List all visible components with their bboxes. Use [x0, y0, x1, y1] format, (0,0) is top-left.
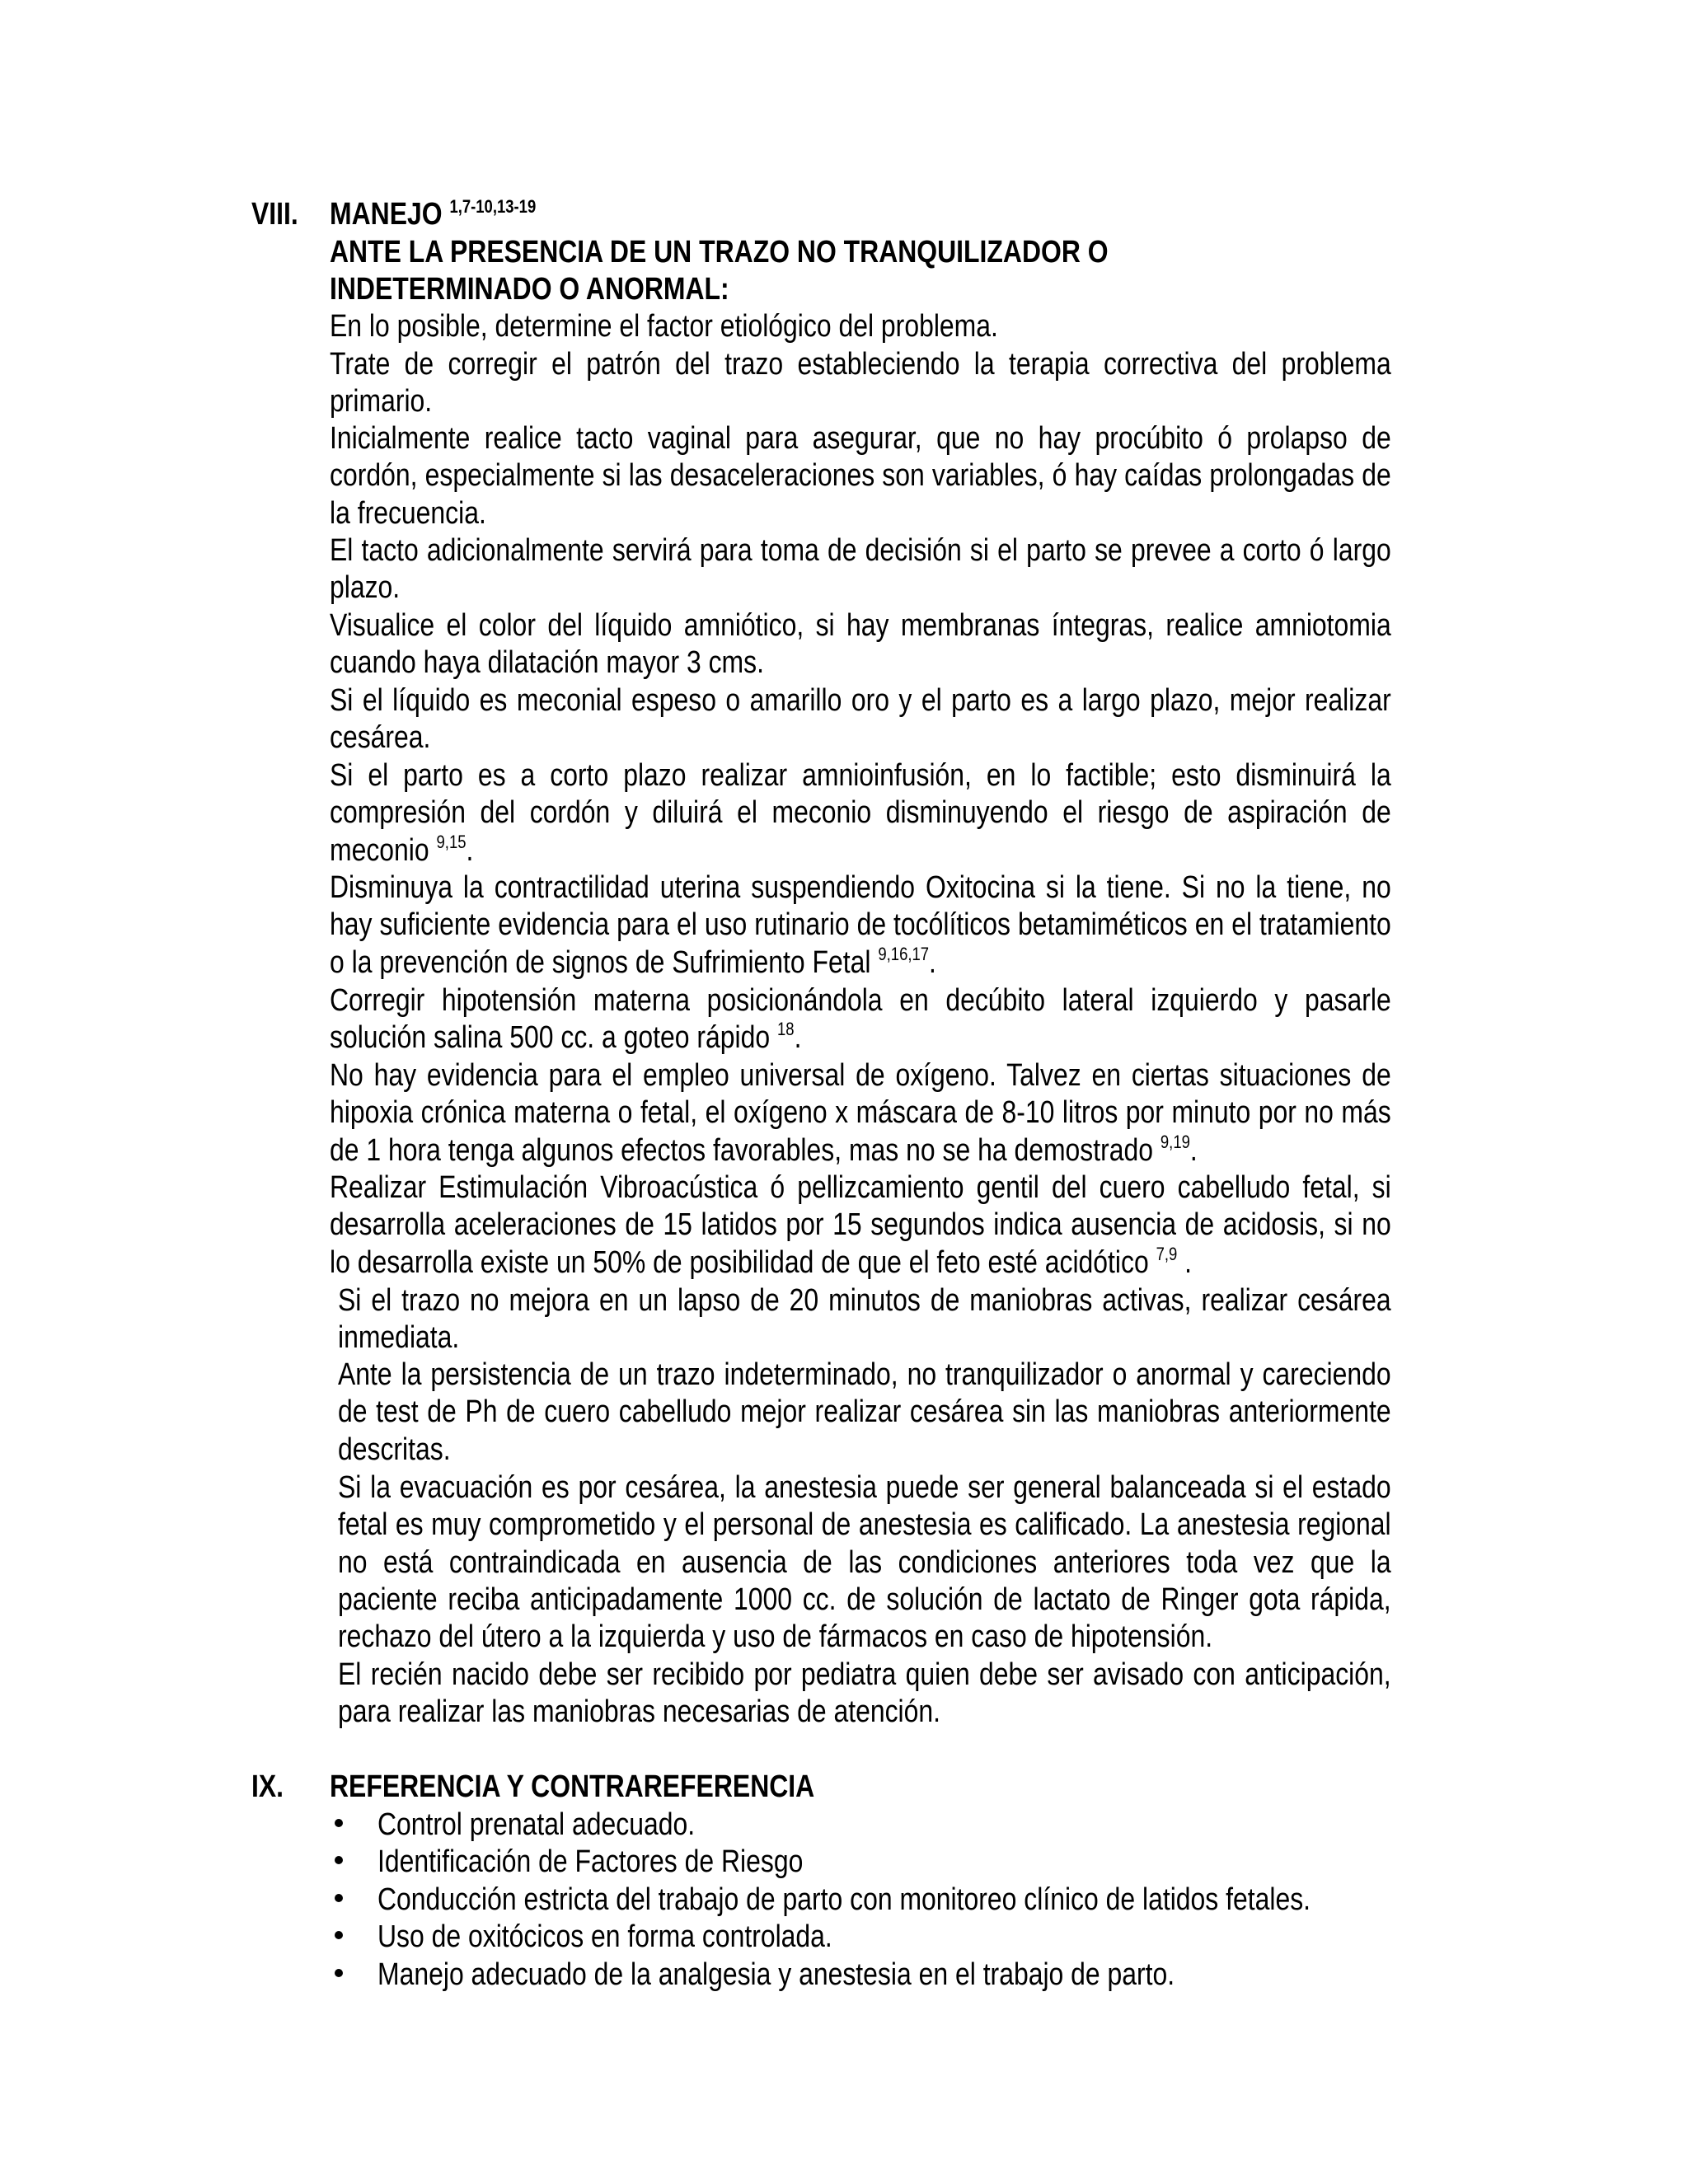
bullet-icon — [335, 1856, 343, 1864]
paragraph: El recién nacido debe ser recibido por pediatra quien debe ser avisado con anticipación, para realizar las maniobras necesarias de atención. — [338, 1657, 1391, 1730]
section-ix-number: IX. — [251, 1769, 284, 1804]
paragraph: Ante la persistencia de un trazo indeterminado, no tranquilizador o anormal y careciendo de test de Ph de cuero cabelludo mejor realizar cesárea sin las maniobras anteriormente descritas. — [338, 1357, 1391, 1467]
paragraph: El tacto adicionalmente servirá para toma de decisión si el parto se prevee a corto ó largo plazo. — [330, 533, 1391, 606]
paragraph: Si la evacuación es por cesárea, la anestesia puede ser general balanceada si el estado fetal es muy comprometido y el personal de anestesia es calificado. La anestesia regional no está contraindicada en ausencia de las condiciones anteriores toda vez que la paciente reciba anticipadamente 1000 cc. de solución de lactato de Ringer gota rápida, rechazo del útero a la izquierda y uso de fármacos en caso de hipotensión. — [338, 1470, 1391, 1655]
paragraph: Visualice el color del líquido amniótico, si hay membranas íntegras, realice amniotomia cuando haya dilatación mayor 3 cms. — [330, 608, 1391, 681]
paragraph: Inicialmente realice tacto vaginal para asegurar, que no hay procúbito ó prolapso de cordón, especialmente si las desaceleraciones son variables, ó hay caídas prolongadas de la frecuencia. — [330, 421, 1391, 531]
paragraph: Corregir hipotensión materna posicionándola en decúbito lateral izquierdo y pasarle solución salina 500 cc. a goteo rápido $^{18}$. — [330, 983, 1391, 1056]
paragraph: No hay evidencia para el empleo universal de oxígeno. Talvez en ciertas situaciones de hipoxia crónica materna o fetal, el oxígeno x máscara de 8-10 litros por minuto por no más de 1 hora tenga algunos efectos favorables, mas no se ha demostrado $^{9,19}$. — [330, 1058, 1391, 1168]
paragraph: Si el parto es a corto plazo realizar amnioinfusión, en lo factible; esto disminuirá la compresión del cordón y diluirá el meconio disminuyendo el riesgo de aspiración de meconio $^{9,15}$. — [330, 758, 1391, 868]
bullet-icon — [335, 1931, 343, 1939]
section-viii-subtitle: ANTE LA PRESENCIA DE UN TRAZO NO TRANQUILIZADOR O INDETERMINADO O ANORMAL: — [330, 235, 1109, 307]
section-viii-title — [330, 196, 1271, 233]
bullet-icon — [335, 1969, 343, 1977]
paragraph: Trate de corregir el patrón del trazo estableciendo la terapia correctiva del problema primario. — [330, 347, 1391, 419]
paragraph: Disminuya la contractilidad uterina suspendiendo Oxitocina si la tiene. Si no la tiene, no hay suficiente evidencia para el uso rutinario de tocólíticos betamiméticos en el tratamiento o la prevención de signos de Sufrimiento Fetal $^{9,16,17}$. — [330, 870, 1391, 980]
paragraph: Si el trazo no mejora en un lapso de 20 minutos de maniobras activas, realizar cesárea inmediata. — [338, 1283, 1391, 1356]
paragraph: Realizar Estimulación Vibroacústica ó pellizcamiento gentil del cuero cabelludo fetal, si desarrolla aceleraciones de 15 latidos por 15 segundos indica ausencia de acidosis, si no lo desarrolla existe un 50% de posibilidad de que el feto esté acidótico $^{7,9}$ . — [330, 1170, 1391, 1280]
bullet-icon — [335, 1894, 343, 1902]
paragraph: Si el líquido es meconial espeso o amarillo oro y el parto es a largo plazo, mejor realizar cesárea. — [330, 683, 1391, 756]
section-viii-refs: 1,7-10,13-19 — [449, 196, 537, 217]
paragraph: En lo posible, determine el factor etiológico del problema. — [330, 309, 998, 344]
section-viii-title-text: MANEJO — [330, 197, 443, 232]
section-viii-number: VIII. — [251, 197, 298, 232]
document-page: VIII. MANEJO $^{1,7-10,13-19}$ ANTE LA PRESENCIA DE UN TRAZO NO TRANQUILIZADOR O INDETERMINADO O ANORMAL: En lo posible, determine el factor etiológico del problema. Trate de corregir el patrón del trazo estableciendo la terapia correctiva del problema primario. Inicialmente realice tacto vaginal para asegurar, que no hay procúbito ó prolapso de cordón, especialmente si las desaceleraciones son variables, ó hay caídas prolongadas de la frecuencia. El tacto adicionalmente servirá para toma de decisión si el parto se prevee a corto ó largo plazo. Visualice el color del líquido amniótico, si hay membranas íntegras, realice amniotomia cuando haya dilatación mayor 3 cms. Si el líquido es meconial espeso o amarillo oro y el parto es a largo plazo, mejor realizar cesárea. Si el parto es a corto plazo realizar amnioinfusión, en lo factible; esto disminuirá la compresión del cordón y diluirá el meconio disminuyendo el riesgo de aspiración de meconio $^{9,15}$. Disminuya la contractilidad uterina suspendiendo Oxitocina si la tiene. Si no la tiene, no hay suficiente evidencia para el uso rutinario de tocólíticos betamiméticos en el tratamiento o la prevención de signos de Sufrimiento Fetal $^{9,16,17}$. Corregir hipotensión materna posicionándola en decúbito lateral izquierdo y pasarle solución salina 500 cc. a goteo rápido $^{18}$. No hay evidencia para el empleo universal de oxígeno. Talvez en ciertas situaciones de hipoxia crónica materna o fetal, el oxígeno x máscara de 8-10 litros por minuto por no más de 1 hora tenga algunos efectos favorables, mas no se ha demostrado $^{9,19}$. Realizar Estimulación Vibroacústica ó pellizcamiento gentil del cuero cabelludo fetal, si desarrolla aceleraciones de 15 latidos por 15 segundos indica ausencia de acidosis, si no lo desarrolla existe un 50% de posibilidad de que el feto esté acidótico $^{7,9}$ . Si el trazo no mejora en un lapso de 20 minutos de maniobras activas, realizar cesárea inmediata. Ante la persistencia de un trazo indeterminado, no tranquilizador o anormal y careciendo de test de Ph de cuero cabelludo mejor realizar cesárea sin las maniobras anteriormente descritas. Si la evacuación es por cesárea, la anestesia puede ser general balanceada si el estado fetal es muy comprometido y el personal de anestesia es calificado. La anestesia regional no está contraindicada en ausencia de las condiciones anteriores toda vez que la paciente reciba anticipadamente 1000 cc. de solución de lactato de Ringer gota rápida, rechazo del útero a la izquierda y uso de fármacos en caso de hipotensión. El recién nacido debe ser recibido por pediatra quien debe ser avisado con anticipación, para realizar las maniobras necesarias de atención. IX. REFERENCIA Y CONTRAREFERENCIA Control prenatal adecuado. Identificación de Factores de Riesgo Conducción estricta del trabajo de parto con monitoreo clínico de latidos fetales. Uso de oxitócicos en forma controlada. Manejo adecuado de la analgesia y anestesia en el trabajo de parto. — [251, 196, 1391, 1992]
bullet-icon — [335, 1819, 343, 1827]
section-ix-title: REFERENCIA Y CONTRAREFERENCIA — [330, 1769, 815, 1804]
